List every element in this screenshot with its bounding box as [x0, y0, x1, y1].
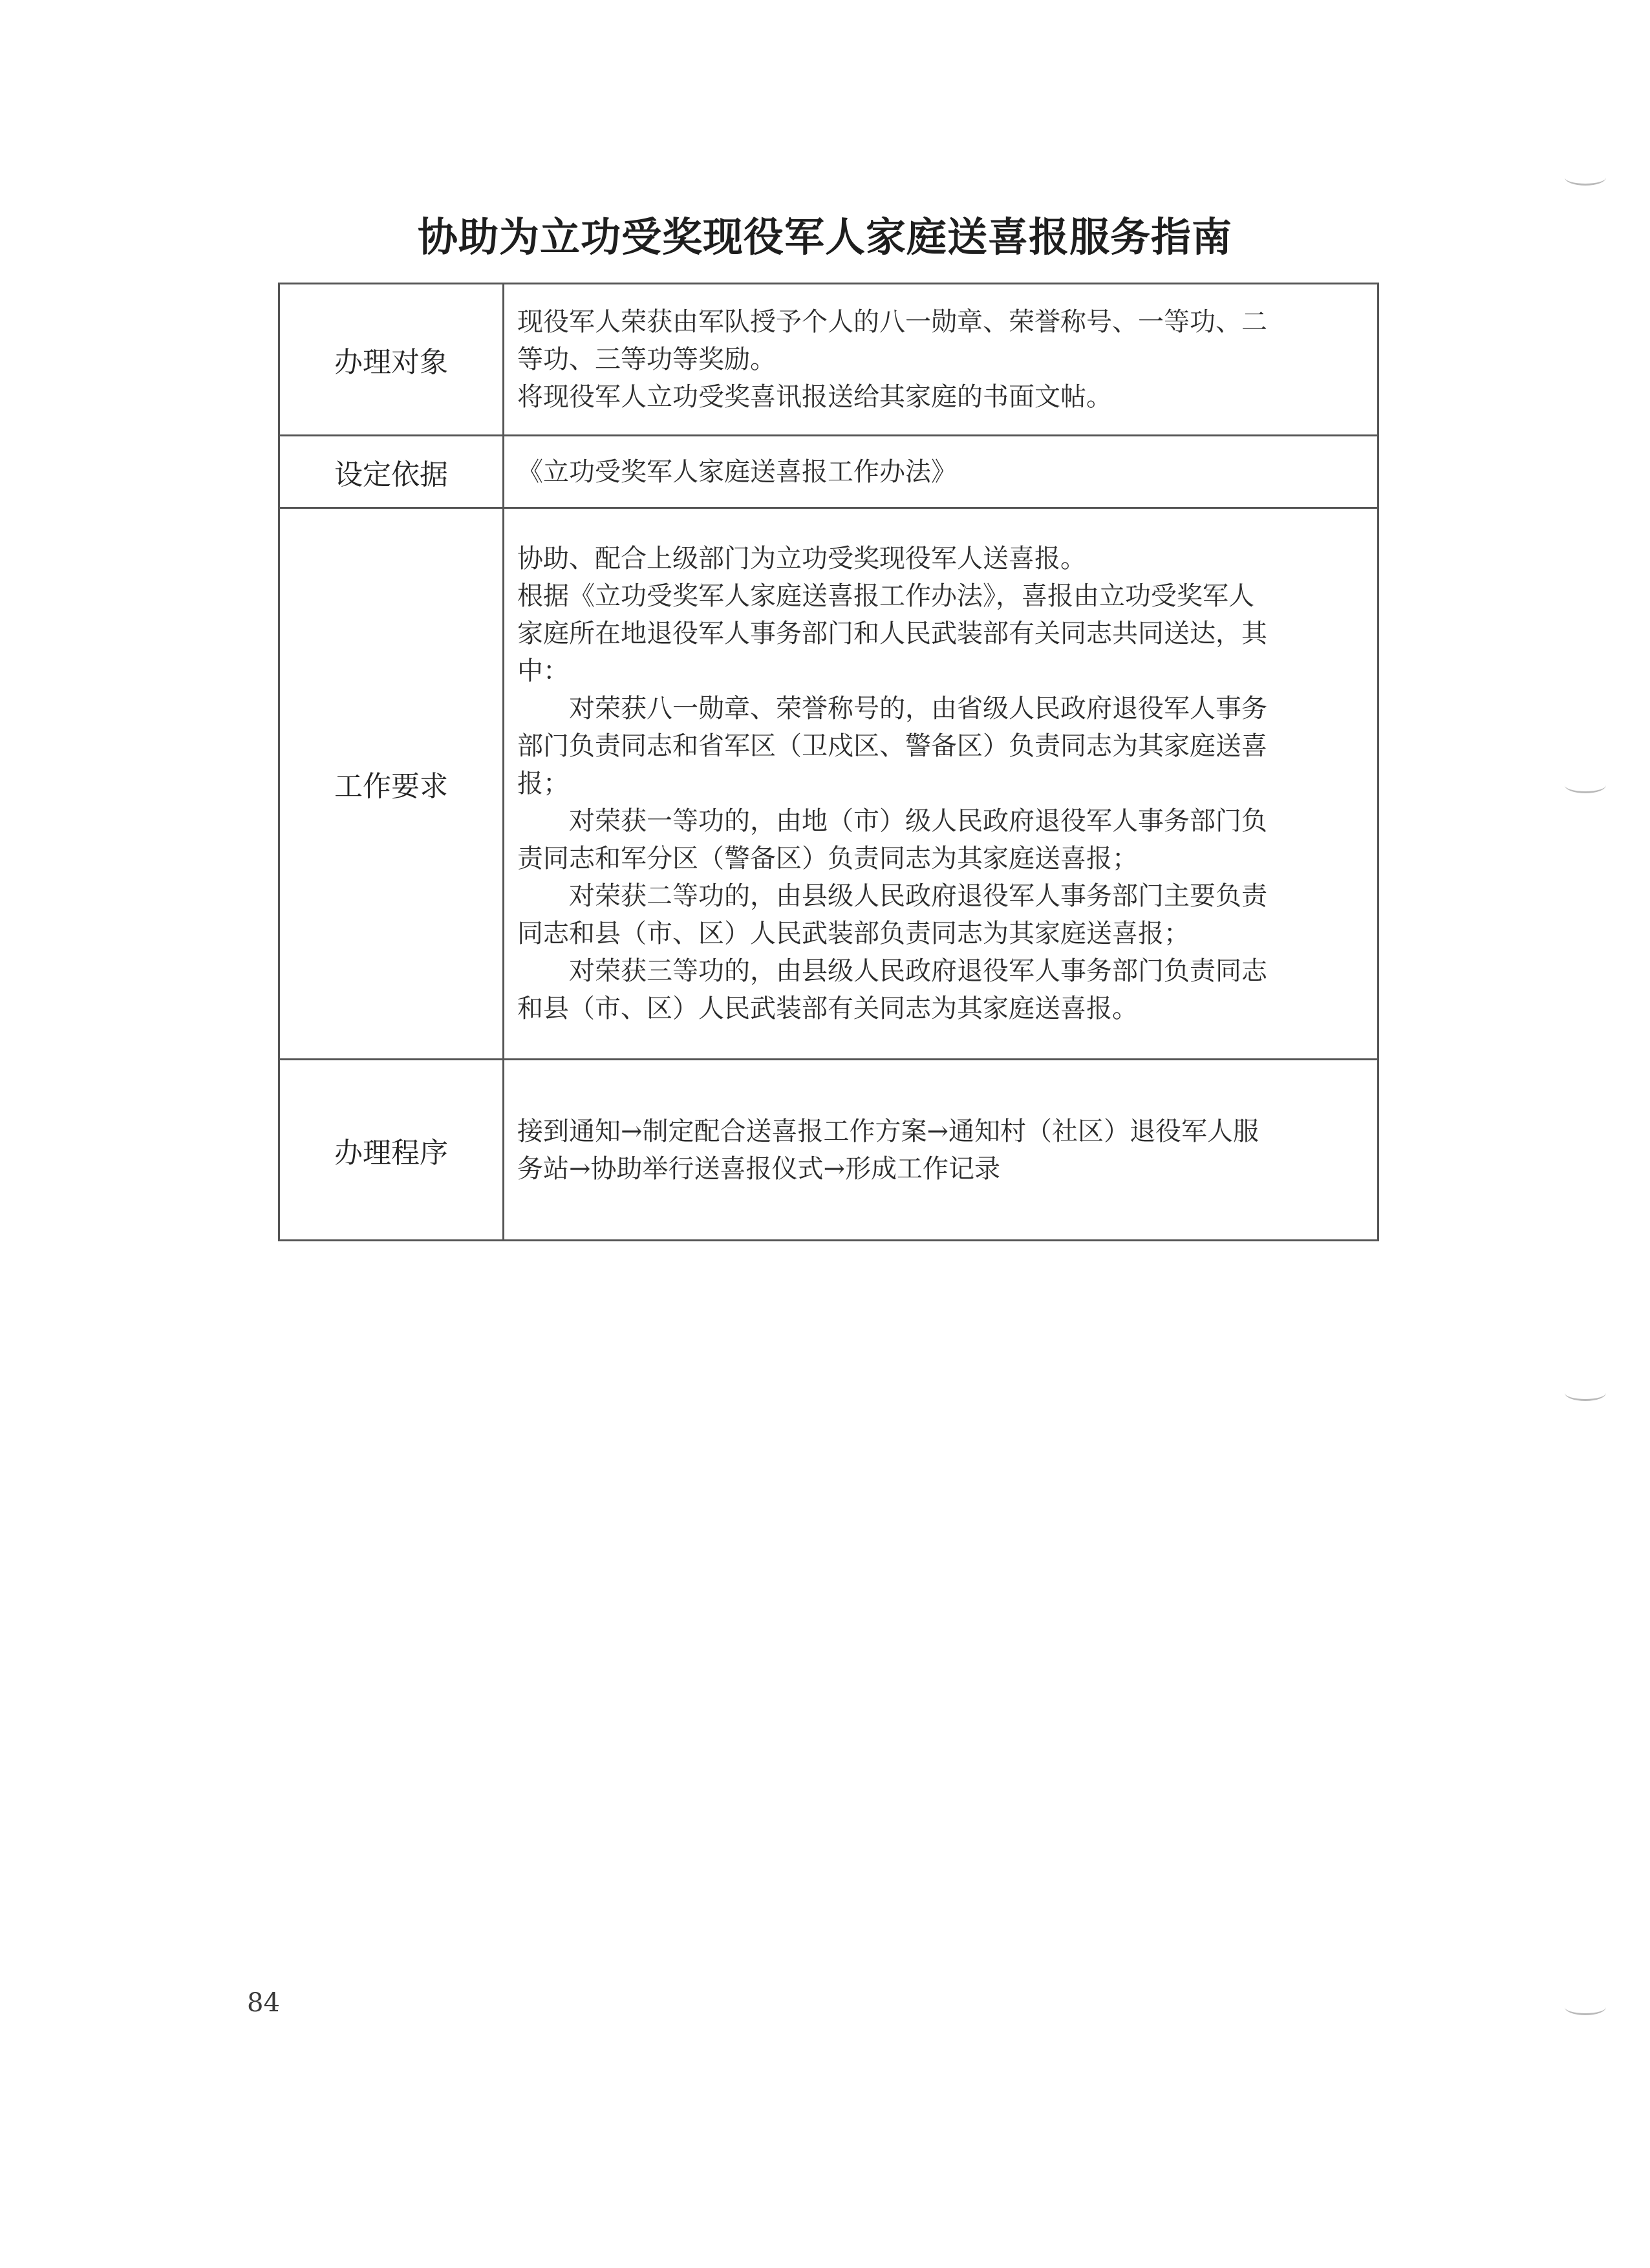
scan-artifact-mark	[1565, 777, 1606, 793]
content-line: 中：	[517, 656, 569, 686]
scan-artifact-mark	[1565, 169, 1606, 186]
page-number: 84	[247, 1988, 280, 2018]
content-line: 根据《立功受奖军人家庭送喜报工作办法》，喜报由立功受奖军人	[517, 581, 1254, 611]
row-label-procedure: 办理程序	[279, 1060, 504, 1241]
row-content-procedure	[504, 1060, 1378, 1241]
service-guide-table	[278, 283, 1379, 1241]
table-row-legal-basis	[279, 436, 1378, 508]
page-title: 协助为立功受奖现役军人家庭送喜报服务指南	[417, 213, 1232, 261]
row-label-work-requirements: 工作要求	[279, 508, 504, 1060]
content-line: 将现役军人立功受奖喜讯报送给其家庭的书面文帖。	[517, 382, 1112, 412]
scan-artifact-mark	[1565, 1385, 1606, 1401]
content-line: 家庭所在地退役军人事务部门和人民武装部有关同志共同送达，其	[517, 619, 1267, 648]
content-line: 《立功受奖军人家庭送喜报工作办法》	[517, 456, 957, 487]
content-line: 对荣获八一勋章、荣誉称号的，由省级人民政府退役军人事务	[517, 694, 1267, 723]
content-line: 报；	[517, 769, 569, 798]
content-line: 和县（市、区）人民武装部有关同志为其家庭送喜报。	[517, 994, 1138, 1023]
row-content-handling-object	[504, 284, 1378, 436]
content-line: 对荣获三等功的，由县级人民政府退役军人事务部门负责同志	[517, 956, 1267, 986]
row-content-work-requirements	[504, 508, 1378, 1060]
row-label-handling-object: 办理对象	[279, 284, 504, 436]
scan-artifact-mark	[1565, 1999, 1606, 2015]
table-row-work-requirements	[279, 508, 1378, 1060]
content-line: 务站→协助举行送喜报仪式→形成工作记录	[517, 1153, 1001, 1184]
table-row-handling-object	[279, 284, 1378, 436]
content-line: 接到通知→制定配合送喜报工作方案→通知村（社区）退役军人服	[517, 1116, 1259, 1146]
row-label-legal-basis: 设定依据	[279, 436, 504, 508]
content-line: 责同志和军分区（警备区）负责同志为其家庭送喜报；	[517, 844, 1138, 873]
content-line: 等功、三等功等奖励。	[517, 345, 776, 374]
table-row-procedure	[279, 1060, 1378, 1241]
content-line: 协助、配合上级部门为立功受奖现役军人送喜报。	[517, 544, 1086, 573]
content-line: 现役军人荣获由军队授予个人的八一勋章、荣誉称号、一等功、二	[517, 307, 1267, 337]
content-line: 部门负责同志和省军区（卫戍区、警备区）负责同志为其家庭送喜	[517, 731, 1267, 761]
content-line: 对荣获一等功的，由地（市）级人民政府退役军人事务部门负	[517, 806, 1267, 836]
row-content-legal-basis	[504, 436, 1378, 508]
content-line: 对荣获二等功的，由县级人民政府退役军人事务部门主要负责	[517, 881, 1267, 911]
content-line: 同志和县（市、区）人民武装部负责同志为其家庭送喜报；	[517, 919, 1190, 948]
